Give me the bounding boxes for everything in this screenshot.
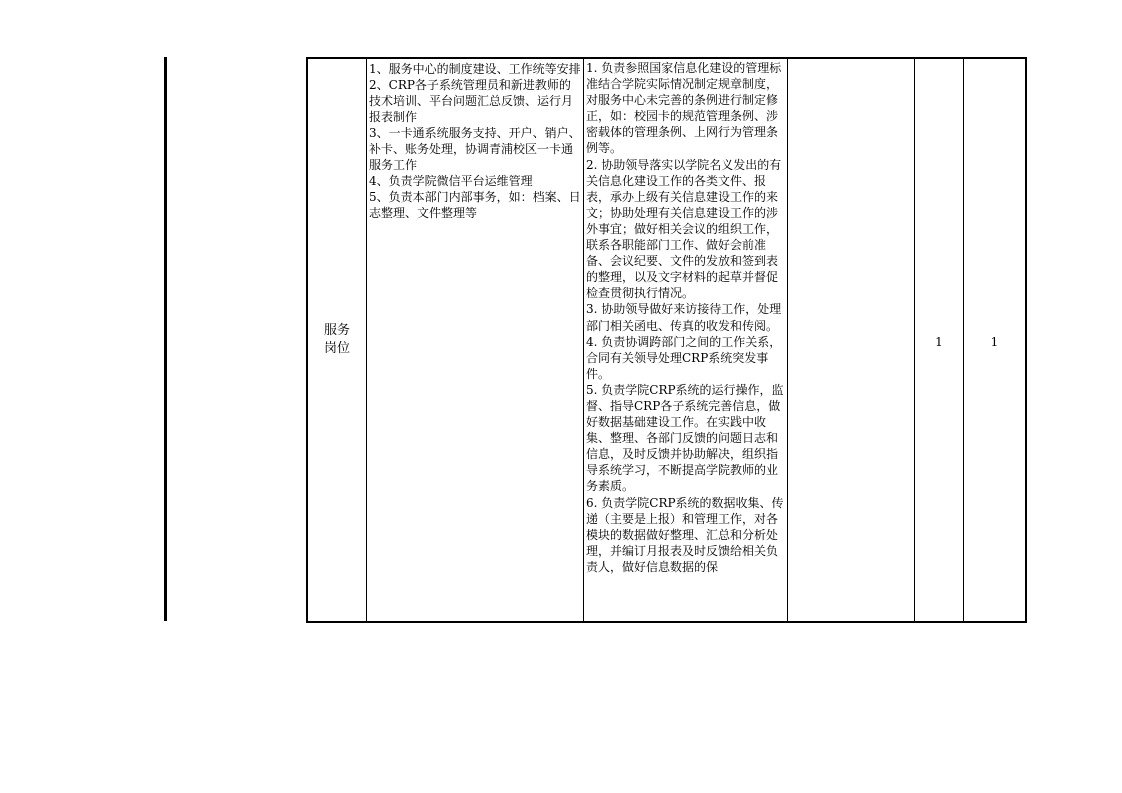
count-a-value: 1 <box>935 334 943 349</box>
duty-item: 4. 负责协调跨部门之间的工作关系，合同有关领导处理CRP系统突发事件。 <box>586 334 782 381</box>
duty-item: 6. 负责学院CRP系统的数据收集、传递（主要是上报）和管理工作，对各模块的数据做好整理、汇总和分析处理，并编订月报表及时反馈给相关负责人，做好信息数据的保 <box>586 495 784 574</box>
count-b-cell <box>964 58 1027 622</box>
duties-cell <box>584 58 788 622</box>
post-name-cell <box>307 58 367 622</box>
duty-item: 5. 负责学院CRP系统的运行操作，监督、指导CRP各子系统完善信息，做好数据基础建设工作。在实践中收集、整理、各部门反馈的问题日志和信息，及时反馈并协助解决，组织指导系统学习，不断提高学院教师的业务素质。 <box>586 382 784 494</box>
task-item: 5、负责本部门内部事务，如：档案、日志整理、文件整理等 <box>369 190 581 220</box>
task-item: 4、负责学院微信平台运维管理 <box>369 174 533 188</box>
empty-cell <box>788 58 915 622</box>
count-b-value: 1 <box>990 334 999 349</box>
duty-item: 2. 协助领导落实以学院名义发出的有关信息化建设工作的各类文件、报表，承办上级有关信息建设工作的来文；协助处理有关信息建设工作的涉外事宜；做好相关会议的组织工作，联系各职能部门工作、做好会前准备、会议纪要、文件的发放和签到表的整理，以及文字材料的起草并督促检查贯彻执行情况。 <box>586 157 782 301</box>
table-row <box>307 58 1026 622</box>
left-border-rule <box>164 57 167 621</box>
count-a-cell <box>915 58 964 622</box>
duty-item: 1. 负责参照国家信息化建设的管理标准结合学院实际情况制定规章制度，对服务中心未完善的条例进行制定修正，如：校园卡的规范管理条例、涉密载体的管理条例、上网行为管理条例等。 <box>586 61 782 156</box>
task-item: 3、一卡通系统服务支持、开户、销户、补卡、账务处理，协调青浦校区一卡通服务工作 <box>369 126 581 172</box>
job-duty-table <box>306 57 1027 623</box>
task-item: 2、CRP各子系统管理员和新进教师的技术培训、平台问题汇总反馈、运行月报表制作 <box>369 78 574 124</box>
post-name: 服务岗位 <box>323 323 350 356</box>
duty-item: 3. 协助领导做好来访接待工作，处理部门相关函电、传真的收发和传阅。 <box>586 302 782 333</box>
tasks-cell <box>367 58 584 622</box>
task-item: 1、服务中心的制度建设、工作统等安排 <box>369 62 581 76</box>
